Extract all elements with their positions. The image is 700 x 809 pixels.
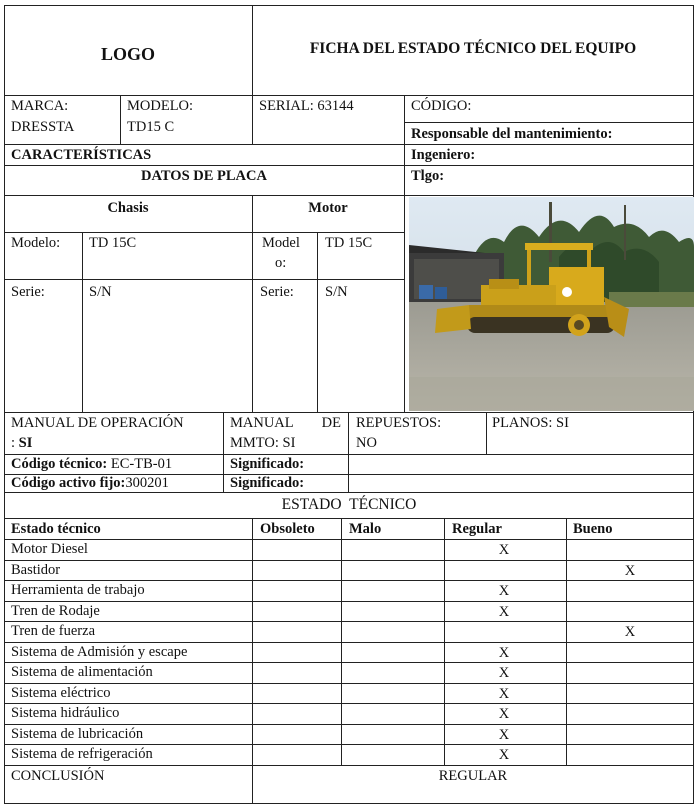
status-mark: X bbox=[498, 583, 510, 599]
conclusion-label: CONCLUSIÓN bbox=[11, 768, 105, 784]
divider bbox=[4, 492, 694, 493]
manual-operacion-si: SI bbox=[18, 435, 33, 451]
table-row-label: Tren de fuerza bbox=[11, 623, 96, 639]
col-malo: Malo bbox=[349, 521, 382, 537]
status-mark: X bbox=[498, 665, 510, 681]
divider bbox=[4, 518, 694, 519]
repuestos-label: REPUESTOS: bbox=[356, 415, 442, 431]
planos-field: PLANOS: SI bbox=[492, 415, 569, 431]
divider bbox=[4, 621, 694, 622]
motor-modelo-value: TD 15C bbox=[325, 235, 373, 251]
table-row-label: Sistema de refrigeración bbox=[11, 746, 153, 762]
divider bbox=[404, 95, 405, 412]
logo: LOGO bbox=[100, 44, 155, 64]
divider bbox=[82, 232, 83, 412]
status-mark: X bbox=[498, 644, 510, 661]
col-estado-tecnico: Estado técnico bbox=[11, 521, 101, 537]
significado-2: Significado: bbox=[230, 475, 305, 491]
divider bbox=[4, 95, 694, 96]
status-mark: X bbox=[498, 603, 510, 620]
motor-serie-value: S/N bbox=[325, 284, 348, 300]
bulldozer-photo-illustration bbox=[409, 197, 694, 411]
manual-mmto-label: MANUAL DE bbox=[230, 415, 341, 431]
manual-mmto-value: MMTO: SI bbox=[230, 435, 296, 451]
divider bbox=[4, 539, 694, 540]
motor-header: Motor bbox=[308, 200, 348, 216]
marca-value: DRESSTA bbox=[11, 119, 75, 135]
status-mark: X bbox=[498, 706, 510, 722]
divider bbox=[4, 195, 694, 196]
status-mark: X bbox=[498, 685, 510, 702]
chasis-modelo-label: Modelo: bbox=[11, 235, 61, 251]
divider bbox=[252, 518, 253, 804]
codigo-tecnico: Código técnico: EC-TB-01 bbox=[11, 456, 173, 472]
table-row-label: Sistema de lubricación bbox=[11, 725, 144, 742]
motor-serie-label: Serie: bbox=[260, 284, 294, 300]
estado-tecnico-title: ESTADO TÉCNICO bbox=[281, 496, 417, 513]
manual-operacion-value: : SI bbox=[11, 435, 33, 451]
table-row-label: Sistema de alimentación bbox=[11, 664, 153, 680]
table-row-label: Sistema de Admisión y escape bbox=[11, 643, 188, 660]
table-row-label: Sistema eléctrico bbox=[11, 684, 111, 701]
equipment-photo bbox=[409, 197, 694, 411]
divider bbox=[4, 165, 694, 166]
ingeniero-field: Ingeniero: bbox=[411, 147, 476, 163]
divider bbox=[486, 412, 487, 454]
divider bbox=[348, 412, 349, 492]
status-mark: X bbox=[624, 624, 636, 640]
divider bbox=[4, 144, 694, 145]
chasis-serie-value: S/N bbox=[89, 284, 112, 300]
divider bbox=[223, 412, 224, 492]
codigo-activo: Código activo fijo:300201 bbox=[11, 475, 169, 491]
divider bbox=[4, 232, 404, 233]
table-row-label: Tren de Rodaje bbox=[11, 602, 100, 619]
caracteristicas-title: CARACTERÍSTICAS bbox=[11, 147, 152, 163]
conclusion-value: REGULAR bbox=[438, 768, 508, 784]
col-regular: Regular bbox=[452, 521, 502, 537]
divider bbox=[4, 279, 404, 280]
divider bbox=[120, 95, 121, 144]
chasis-header: Chasis bbox=[107, 200, 149, 216]
table-row-label: Sistema hidráulico bbox=[11, 705, 120, 721]
responsable-field: Responsable del mantenimiento: bbox=[411, 126, 613, 142]
codigo-field: CÓDIGO: bbox=[411, 98, 472, 114]
modelo-label: MODELO: bbox=[127, 98, 194, 114]
status-mark: X bbox=[498, 542, 510, 558]
divider bbox=[4, 601, 694, 602]
serial-field: SERIAL: 63144 bbox=[259, 98, 354, 114]
modelo-value: TD15 C bbox=[127, 119, 175, 135]
significado-1: Significado: bbox=[230, 456, 305, 472]
chasis-serie-label: Serie: bbox=[11, 284, 45, 300]
marca-label: MARCA: bbox=[11, 98, 69, 114]
status-mark: X bbox=[498, 747, 510, 763]
chasis-modelo-value: TD 15C bbox=[89, 235, 137, 251]
manual-operacion-label: MANUAL DE OPERACIÓN bbox=[11, 415, 184, 431]
status-mark: X bbox=[498, 726, 510, 743]
col-bueno: Bueno bbox=[573, 521, 613, 537]
status-mark: X bbox=[624, 562, 636, 579]
divider bbox=[4, 412, 694, 413]
divider bbox=[317, 232, 318, 412]
col-obsoleto: Obsoleto bbox=[260, 521, 315, 537]
motor-modelo-label-wrap: o: bbox=[275, 255, 287, 271]
page-title: FICHA DEL ESTADO TÉCNICO DEL EQUIPO bbox=[309, 40, 637, 57]
divider bbox=[4, 765, 694, 766]
motor-modelo-label: Model bbox=[262, 235, 300, 251]
divider bbox=[252, 95, 253, 144]
divider bbox=[252, 195, 253, 412]
divider bbox=[4, 560, 694, 561]
datos-placa-title: DATOS DE PLACA bbox=[141, 168, 267, 184]
table-row-label: Motor Diesel bbox=[11, 541, 88, 557]
repuestos-value: NO bbox=[356, 435, 377, 451]
divider bbox=[404, 122, 694, 123]
table-row-label: Herramienta de trabajo bbox=[11, 582, 145, 598]
table-row-label: Bastidor bbox=[11, 561, 61, 578]
tlgo-field: Tlgo: bbox=[411, 168, 445, 184]
